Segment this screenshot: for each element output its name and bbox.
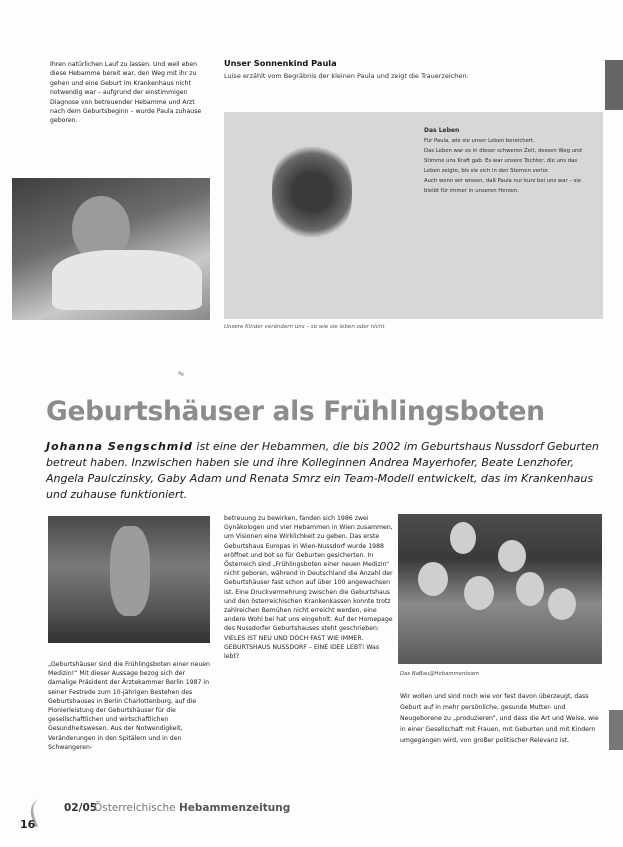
rubric-subtitle: Luise erzählt vom Begräbnis der kleinen Paula und zeigt die Trauerzeichen: xyxy=(224,72,469,80)
poem-body: Das Leben war es in dieser schweren Zeit, dessen Weg und Stimme uns Kraft gab. Es war unsere Tochter, die uns das Leben zeigte, bis sie sich in den Sternen verlor. xyxy=(424,148,582,174)
article-column-2: betreuung zu bewirken, fanden sich 1986 zwei Gynäkologen und vier Hebammen in Wien zusammen, um Visionen eine Wirklichkeit zu geben. Das erste Geburtshaus Europas in Wien-Nussdorf wurde 1988 eröffnet und bot so für Geburten gesicherten. In Österreich sind „Frühlingsboten einer neuen Medizin“ nicht geboren, während in Deutschland die Anzahl der Geburtshäuser fast schon auf über 100 angewachsen ist. Eine Druckvermehrung zwischen die Geburtshaus und den österreichischen Krankenkassen konnte trotz zahlreichen Bemühen nicht erreicht werden, eine andere Wohl bei hat uns eingeholt. Auf der Homepage des Nussdorfer Geburtshauses steht geschrieben: VIELES IST NEU UND DOCH FAST WIE IMMER. GEBURTSHAUS NUSSDORF – EINE IDEE LEBT! Was lebt? xyxy=(224,515,393,661)
journal-prefix: Österreichische xyxy=(94,802,179,814)
photo-detail xyxy=(450,522,476,554)
photo-detail xyxy=(548,588,576,620)
article-column-3: Wir wollen und sind noch wie vor fest davon überzeugt, dass Geburt auf in mehr persönliche, gesunde Mutter- und Neugeborene zu „produzieren“, und dass die Art und Weise, wie in einer Gesellschaft mit Frauen, mit Geburten und mit Kindern umgegangen wird, von großer politischer Relevanz ist. xyxy=(400,693,599,744)
article-headline: Geburtshäuser als Frühlingsboten xyxy=(46,396,545,427)
page-footer xyxy=(14,796,354,836)
photo-detail xyxy=(498,540,526,572)
photo-detail xyxy=(418,562,448,596)
page-number: 16 xyxy=(20,818,36,831)
rubric-title: Unser Sonnenkind Paula xyxy=(224,58,337,68)
scan-edge xyxy=(605,60,623,110)
handprint-caption: Unsere Kinder verändern uns – so wie sie leben oder nicht xyxy=(224,324,385,330)
team-photo-caption: Das NaBau@Hebammenteam xyxy=(400,671,480,677)
article-lead xyxy=(46,439,602,503)
photo-detail xyxy=(52,250,202,310)
scan-mark xyxy=(178,371,185,377)
photo-detail xyxy=(516,572,544,606)
photo-handprint xyxy=(224,112,603,319)
poem-title: Das Leben xyxy=(424,127,460,134)
lead-text: ist eine der Hebammen, die bis 2002 im Geburtshaus Nussdorf Geburten betreut haben. Inzwischen haben sie und ihre Kolleginnen Andrea Mayerhofer, Beate Lenzhofer, Angela Paulczinsky, Gaby Adam und Renata Smrz ein Team-Modell entwickelt, das im Krankenhaus und zuhause funktioniert. xyxy=(46,440,599,501)
photo-detail xyxy=(110,526,150,616)
photo-detail xyxy=(464,576,494,610)
poem-closing: Auch wenn wir wissen, daß Paula nur kurz bei uns war – sie bleibt für immer in unseren Herzen. xyxy=(424,178,582,194)
lead-name: Johanna Sengschmid xyxy=(46,440,193,453)
article-column-1: „Geburtshäuser sind die Frühlingsboten einer neuen Medizin!“ Mit dieser Aussage bezog sich der damalige Präsident der Ärztekammer Berlin 1987 in seiner Festrede zum 10-jährigen Bestehen des Geburtshauses in Berlin Charlottenburg, auf die Pionierleistung der Geburtshäuser für die gesellschaftlichen und wirtschaftlichen Gesundheitswesen. Aus der Notwendigkeit, Veränderungen in den Spitälern und in den Schwangeren- xyxy=(48,661,210,751)
photo-mother-and-baby xyxy=(12,178,210,320)
journal-name xyxy=(94,802,290,814)
poem-block xyxy=(424,126,590,196)
handprint-image xyxy=(272,142,352,242)
sidebar-intro-text: Ihren natürlichen Lauf zu lassen. Und weil eben diese Hebamme bereit war, den Weg mit ihr zu gehen und eine Geburt im Krankenhaus nicht notwendig war – aufgrund der einstimmigen Diagnose von betreuender Hebamme und Arzt nach dem Geburtsbeginn – wurde Paula zuhause geboren. xyxy=(50,61,202,125)
photo-midwife-team xyxy=(398,514,602,664)
scan-edge xyxy=(609,710,623,750)
journal-title: Hebammenzeitung xyxy=(178,802,291,814)
photo-courtyard-garden xyxy=(48,516,210,643)
issue-number: 02/05 xyxy=(64,802,98,814)
poem-subtitle: Für Paula, wie sie unser Leben bereichert. xyxy=(424,138,535,144)
